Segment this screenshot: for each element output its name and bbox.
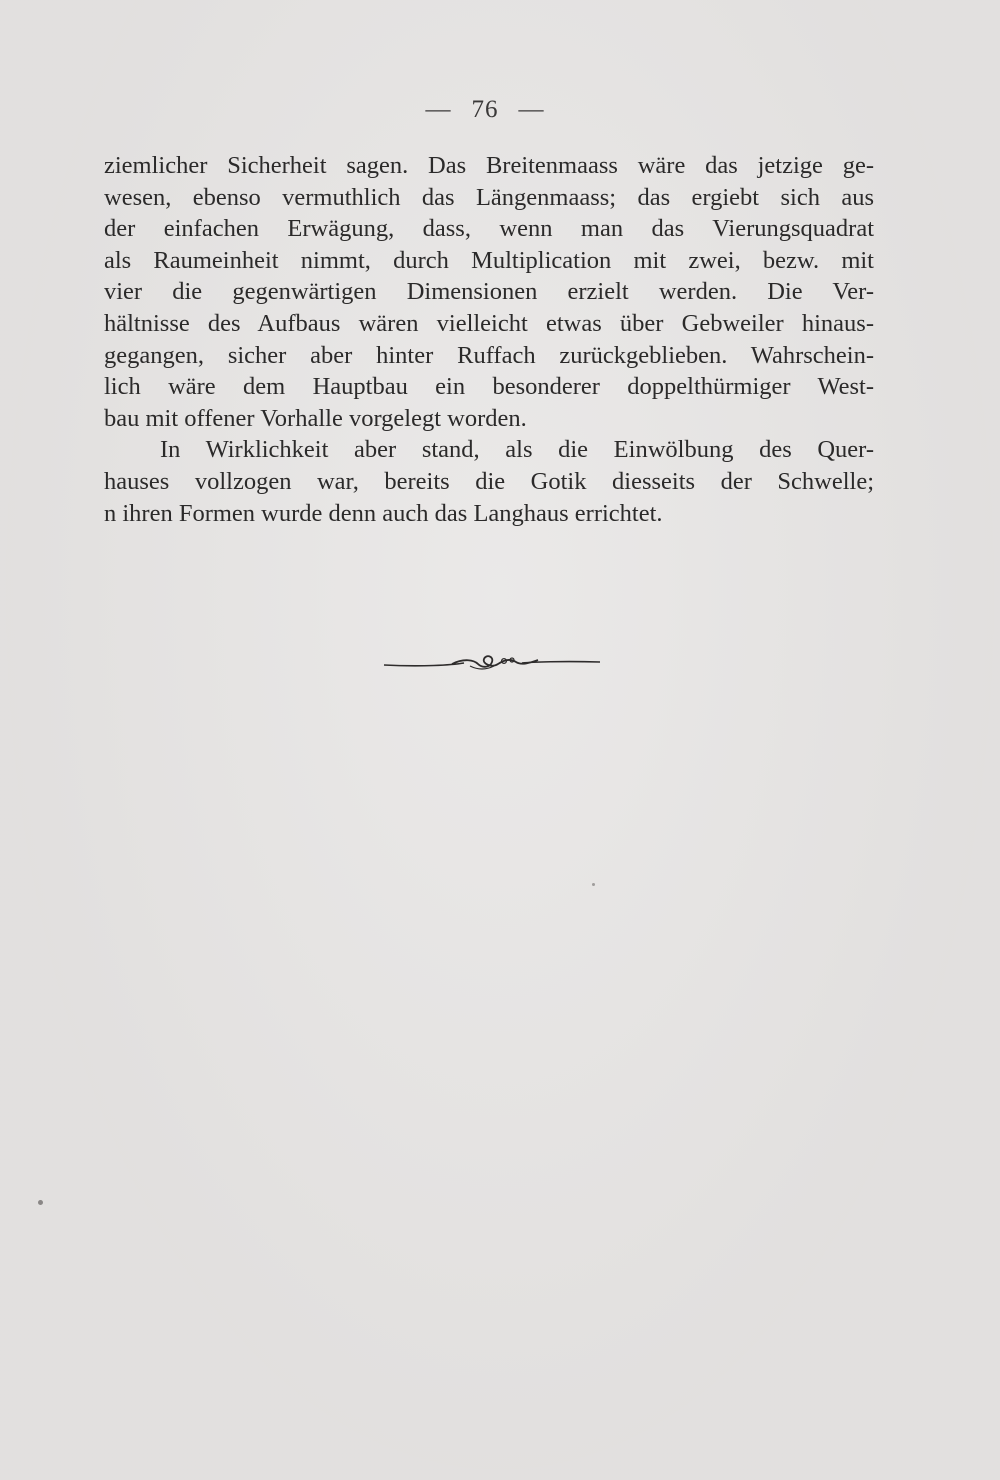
text-line: ziemlicher Sicherheit sagen. Das Breitenmaass wäre das jetzige ge- (104, 152, 874, 179)
page-number-header (0, 96, 970, 124)
text-line: wesen, ebenso vermuthlich das Längenmaass; das ergiebt sich aus (104, 183, 874, 211)
text-line: hältnisse des Aufbaus wären vielleicht etwas über Gebweiler hinaus- (104, 309, 874, 337)
text-line: In Wirklichkeit aber stand, als die Einwölbung des Quer- (160, 436, 874, 464)
paper-speck (592, 883, 595, 886)
paragraph-1 (104, 150, 874, 434)
text-line: hauses vollzogen war, bereits die Gotik diesseits der Schwelle; (104, 467, 874, 495)
text-line: der einfachen Erwägung, dass, wenn man das Vierungsquadrat (104, 215, 874, 243)
text-line: bau mit offener Vorhalle vorgelegt worden. (104, 404, 527, 432)
page-number: 76 (471, 96, 499, 123)
body-text (104, 150, 874, 529)
text-line: gegangen, sicher aber hinter Ruffach zurückgeblieben. Wahrschein- (104, 341, 874, 369)
dash-left: — (425, 96, 452, 123)
text-line: n ihren Formen wurde denn auch das Langhaus errichtet. (104, 499, 663, 527)
paragraph-2 (104, 434, 874, 529)
paper-speck (38, 1200, 43, 1205)
text-line: als Raumeinheit nimmt, durch Multiplication mit zwei, bezw. mit (104, 246, 874, 274)
text-line: vier die gegenwärtigen Dimensionen erzielt werden. Die Ver- (104, 278, 874, 306)
scroll-ornament-icon (382, 648, 602, 678)
dash-right: — (518, 96, 545, 123)
text-line: lich wäre dem Hauptbau ein besonderer doppelthürmiger West- (104, 373, 874, 401)
